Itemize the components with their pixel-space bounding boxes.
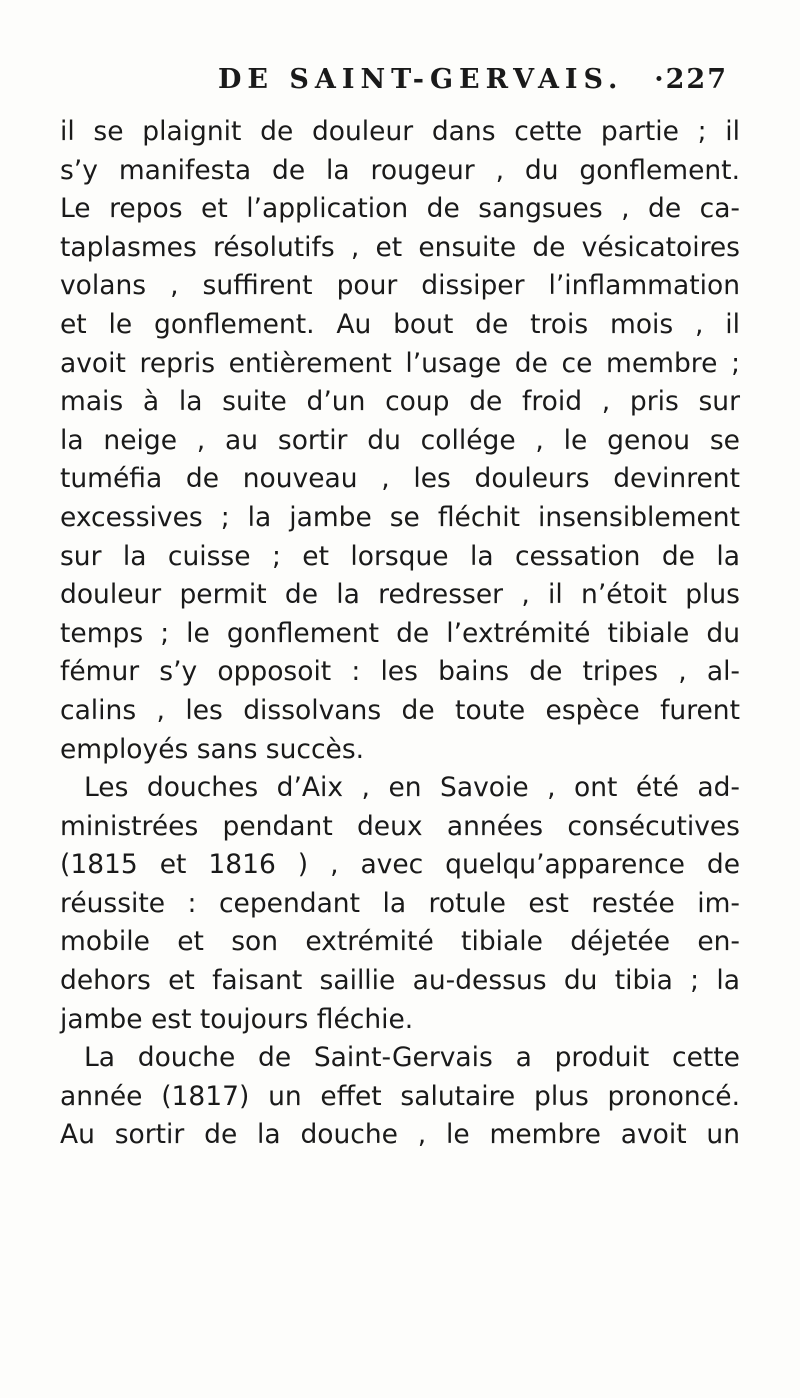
text-line: sur la cuisse ; et lorsque la cessation de la [60, 540, 740, 572]
text-line: dehors et faisant saillie au-dessus du tibia ; la [60, 965, 740, 997]
text-line: (1815 et 1816 ) , avec quelqu’apparence de [60, 849, 740, 881]
text-line: année (1817) un effet salutaire plus prononcé. [60, 1080, 740, 1112]
text-line: taplasmes résolutifs , et ensuite de vésicatoires [60, 231, 740, 263]
running-head-title: DE SAINT-GERVAIS. [218, 64, 624, 95]
text-line: Les douches d’Aix , en Savoie , ont été ad- [84, 772, 740, 804]
text-line: réussite : cependant la rotule est restée im- [60, 887, 740, 919]
running-head [218, 64, 728, 104]
text-line: la neige , au sortir du collége , le genou se [60, 424, 740, 456]
text-line: ministrées pendant deux années consécutives [60, 810, 740, 842]
text-line: il se plaignit de douleur dans cette partie ; il [60, 116, 740, 147]
text-line: volans , suffirent pour dissiper l’inflammation [60, 270, 740, 302]
text-line: temps ; le gonflement de l’extrémité tibiale du [60, 617, 740, 649]
text-line: Le repos et l’application de sangsues , de ca- [60, 193, 740, 225]
text-line: fémur s’y opposoit : les bains de tripes , al- [60, 656, 740, 688]
text-line: et le gonflement. Au bout de trois mois , il [60, 308, 740, 340]
text-line: avoit repris entièrement l’usage de ce membre ; [60, 347, 740, 379]
text-line: La douche de Saint-Gervais a produit cette [84, 1042, 740, 1074]
text-line: excessives ; la jambe se fléchit insensiblement [60, 501, 740, 533]
text-line: mais à la suite d’un coup de froid , pris sur [60, 386, 740, 418]
text-line: mobile et son extrémité tibiale déjetée en- [60, 926, 740, 958]
body-text [60, 113, 740, 1155]
text-line: s’y manifesta de la rougeur , du gonflement. [60, 154, 740, 186]
text-line: Au sortir de la douche , le membre avoit un [60, 1119, 740, 1151]
text-line: employés sans succès. [60, 733, 365, 765]
text-line: jambe est toujours fléchie. [60, 1003, 414, 1035]
text-line: calins , les dissolvans de toute espèce furent [60, 694, 740, 726]
text-line: douleur permit de la redresser , il n’étoit plus [60, 579, 740, 611]
text-line: tuméfia de nouveau , les douleurs devinrent [60, 463, 740, 495]
page-number: ·227 [654, 64, 728, 95]
